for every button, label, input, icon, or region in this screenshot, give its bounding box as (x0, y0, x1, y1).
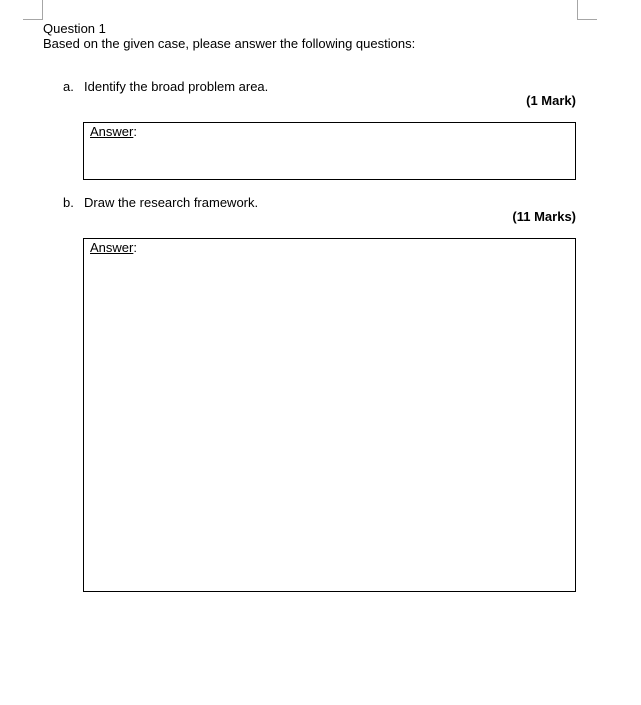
item-text: Draw the research framework. (84, 195, 259, 210)
marks-label-a: (1 Mark) (526, 93, 576, 108)
question-intro: Based on the given case, please answer the following questions: (43, 36, 416, 51)
item-text: Identify the broad problem area. (84, 79, 269, 94)
crop-mark-top-left (23, 0, 43, 20)
item-letter: a. (63, 79, 74, 94)
question-item-b (63, 195, 258, 210)
answer-label: Answer: (90, 240, 137, 255)
answer-box-a[interactable] (83, 122, 576, 180)
question-title: Question 1 (43, 21, 106, 36)
question-item-a (63, 79, 268, 94)
answer-box-b[interactable] (83, 238, 576, 592)
item-letter: b. (63, 195, 74, 210)
crop-mark-top-right (577, 0, 597, 20)
marks-label-b: (11 Marks) (512, 209, 576, 224)
answer-label: Answer: (90, 124, 137, 139)
